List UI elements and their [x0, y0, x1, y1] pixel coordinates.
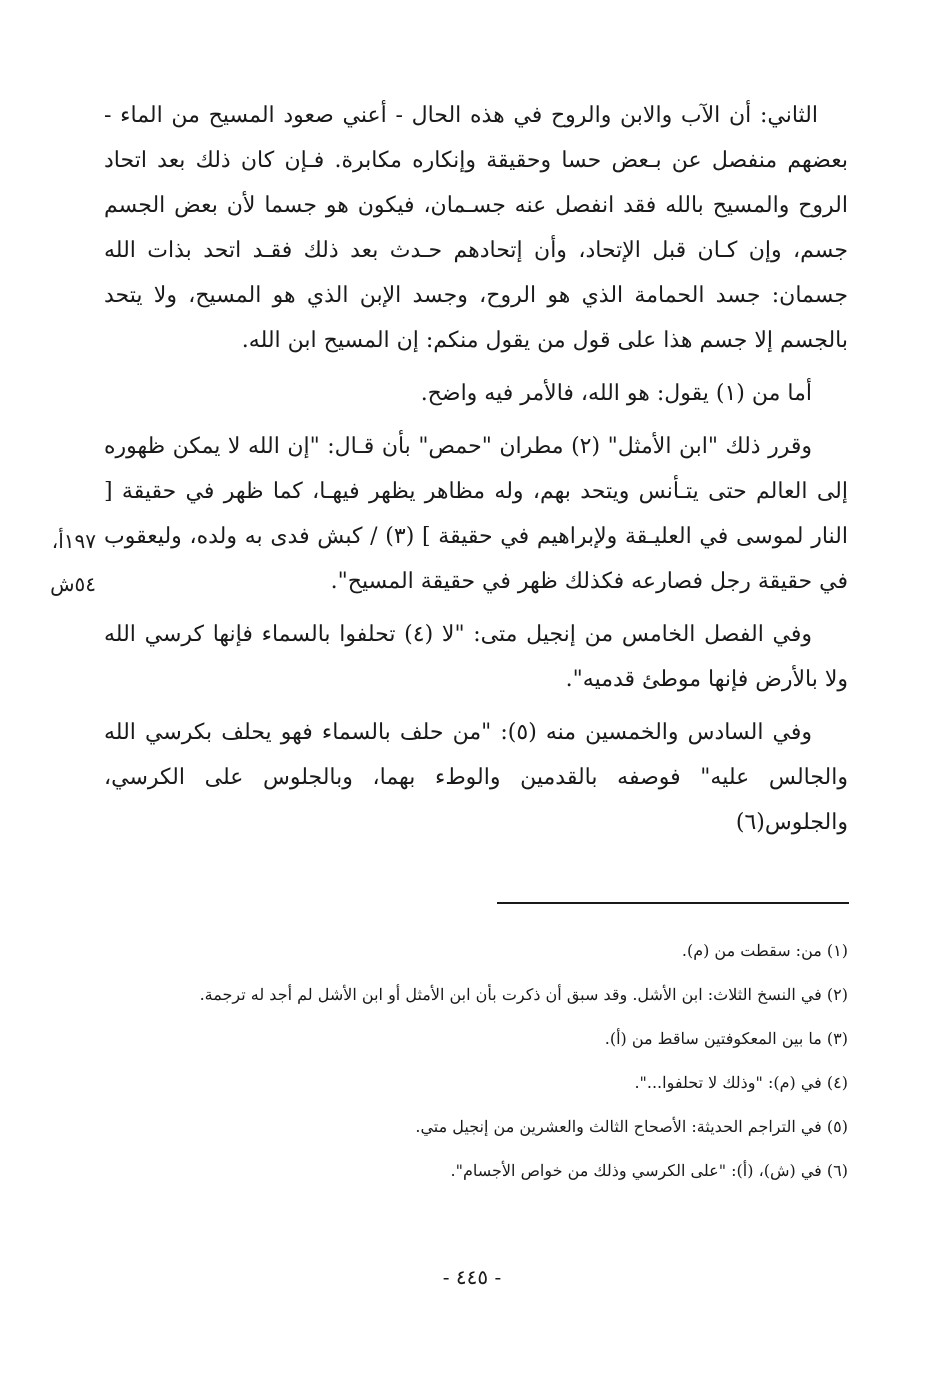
footnote-item: (٣) ما بين المعكوفتين ساقط من (أ).: [604, 1029, 848, 1048]
paragraph-matthew-chapter-five: وفي الفصل الخامس من إنجيل متى: "لا (٤) تحلفوا بالسماء فإنها كرسي الله ولا بالأرض فإنها موطئ قدميه".: [104, 622, 848, 692]
footnotes: [104, 940, 848, 1204]
page-number: - ٤٤٥ -: [442, 1265, 502, 1289]
footnote-item: (٥) في التراجم الحديثة: الأصحاح الثالث والعشرين من إنجيل متي.: [415, 1117, 848, 1136]
footnote-item: (٦) في (ش)، (أ): "على الكرسي وذلك من خواص الأجسام".: [450, 1161, 848, 1180]
paragraph-matthew-fifty-six: وفي السادس والخمسين منه (٥): "من حلف بالسماء فهو يحلف بكرسي الله والجالس عليه" فوصفه بالقدمين والوطء بهما، وبالجلوس على الكرسي، والجلوس(٦): [104, 720, 848, 835]
margin-reference-2: ٥٤ش: [50, 572, 96, 596]
margin-reference-1: ١٩٧أ،: [51, 529, 96, 553]
footnote-divider: [497, 902, 849, 904]
footnote-item: (١) من: سقطت من (م).: [681, 941, 848, 960]
footnote-item: (٤) في (م): "وذلك لا تحلفوا...".: [634, 1073, 848, 1092]
paragraph-second-argument: الثاني: أن الآب والابن والروح في هذه الحال - أعني صعود المسيح من الماء - بعضهم منفصل عن بـعض حسا وحقيقة وإنكاره مكابرة. فـإن كان ذلك بعد اتحاد الروح والمسيح بالله فقد انفصل عنه جسـمان، فيكون هو جسما لأن بعض الجسم جسم، وإن كـان قبل الإتحاد، وأن إتحادهم حـدث بعد ذلك فقـد اتحد بذات الله جسمان: جسد الحمامة الذي هو الروح، وجسد الإبن الذي هو المسيح، ولا يتحد بالجسم إلا جسم هذا على قول من يقول منكم: إن المسيح ابن الله.: [104, 103, 848, 353]
paragraph-god-claim: أما من (١) يقول: هو الله، فالأمر فيه واضح.: [420, 381, 812, 406]
paragraph-ibn-al-amthal-quote: وقرر ذلك "ابن الأمثل" (٢) مطران "حمص" بأن قـال: "إن الله لا يمكن ظهوره إلى العالم حتى يتـأنس ويتحد بهم، وله مظاهر يظهر فيهـا، كما ظهر في حقيقة [ النار لموسى في العليـقة ولإبراهيم في حقيقة ] (٣) / كبش فدى به ولده، وليعقوب في حقيقة رجل فصارعه فكذلك ظهر في حقيقة المسيح".: [104, 434, 848, 594]
footnote-item: (٢) في النسخ الثلاث: ابن الأشل. وقد سبق أن ذكرت بأن ابن الأمثل أو ابن الأشل لم أجد له ترجمة.: [199, 985, 848, 1004]
main-text: [104, 93, 848, 853]
